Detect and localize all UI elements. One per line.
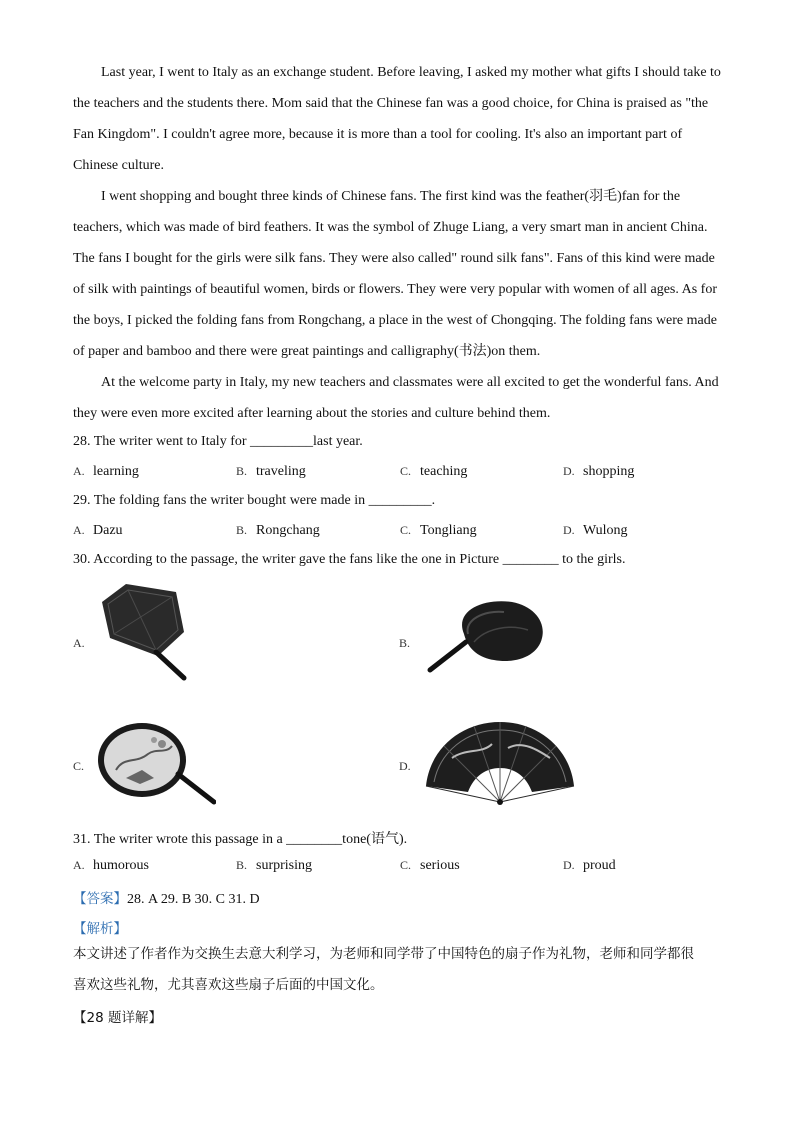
passage-line: they were even more excited after learning about the stories and culture behind them.: [73, 406, 551, 421]
q28-option-a[interactable]: [73, 464, 139, 480]
option-letter: B.: [236, 858, 248, 872]
option-letter: D.: [563, 523, 575, 537]
option-letter: D.: [563, 464, 575, 478]
passage-line: At the welcome party in Italy, my new teachers and classmates were all excited to get the wonderful fans. And: [101, 375, 719, 390]
option-letter: A.: [73, 523, 85, 537]
q29-option-b[interactable]: [236, 523, 320, 539]
option-text: Wulong: [583, 523, 628, 538]
passage-paragraph-1: [73, 57, 733, 181]
answer-label: 【答案】: [73, 891, 127, 907]
passage-paragraph-3: [73, 367, 733, 429]
q31-option-c[interactable]: [400, 858, 460, 874]
option-letter: B.: [236, 464, 248, 478]
q29-option-a[interactable]: [73, 523, 123, 539]
option-letter: C.: [400, 523, 412, 537]
passage-line: the teachers and the students there. Mom said that the Chinese fan was a good choice, for China is praised as "the: [73, 96, 709, 111]
option-text: teaching: [420, 464, 468, 479]
option-text: learning: [93, 464, 139, 479]
option-letter: C.: [400, 464, 412, 478]
passage-line: of paper and bamboo and there were great paintings and calligraphy(书法)on them.: [73, 344, 541, 359]
question-28: 28. The writer went to Italy for _________last year.: [73, 434, 363, 449]
analysis-label: 【解析】: [73, 921, 127, 937]
passage-line: the boys, I picked the folding fans from Rongchang, a place in the west of Chongqing. The folding fans were made: [73, 313, 717, 328]
passage-line: Chinese culture.: [73, 158, 164, 173]
answer-text: 28. A 29. B 30. C 31. D: [127, 892, 260, 907]
q29-option-c[interactable]: [400, 523, 477, 539]
round-silk-fan-icon[interactable]: [96, 720, 216, 806]
passage-line: Fan Kingdom". I couldn't agree more, because it is more than a tool for cooling. It's also an important part of: [73, 127, 683, 142]
picture-c-label[interactable]: C.: [73, 759, 85, 773]
option-letter: C.: [400, 858, 412, 872]
analysis-text: [73, 939, 733, 1001]
option-text: traveling: [256, 464, 306, 479]
q31-option-d[interactable]: [563, 858, 616, 874]
question-30: 30. According to the passage, the writer gave the fans like the one in Picture ________ to the girls.: [73, 552, 626, 567]
answer-line: [73, 887, 260, 908]
option-text: shopping: [583, 464, 635, 479]
option-text: surprising: [256, 858, 312, 873]
option-letter: B.: [236, 523, 248, 537]
q31-option-a[interactable]: [73, 858, 149, 874]
option-letter: A.: [73, 858, 85, 872]
option-text: proud: [583, 858, 616, 873]
q28-option-c[interactable]: [400, 464, 467, 480]
option-text: humorous: [93, 858, 149, 873]
q28-option-b[interactable]: [236, 464, 306, 480]
feather-fan-icon[interactable]: [424, 598, 546, 676]
picture-d-label[interactable]: D.: [399, 759, 411, 773]
passage-line: Last year, I went to Italy as an exchange student. Before leaving, I asked my mother what gifts I should take to: [101, 65, 721, 80]
passage-line: of silk with paintings of beautiful women, birds or flowers. They were very popular with women of all ages. As for: [73, 282, 717, 297]
q31-option-b[interactable]: [236, 858, 312, 874]
analysis-line: 本文讲述了作者作为交换生去意大利学习，为老师和同学带了中国特色的扇子作为礼物，老师和同学都很: [73, 946, 694, 962]
picture-b-label[interactable]: B.: [399, 636, 411, 650]
option-text: serious: [420, 858, 460, 873]
option-letter: A.: [73, 464, 85, 478]
passage-line: I went shopping and bought three kinds of Chinese fans. The first kind was the feather(羽毛)fan for the: [101, 189, 681, 204]
question-29: 29. The folding fans the writer bought were made in _________.: [73, 493, 436, 508]
picture-a-label[interactable]: A.: [73, 636, 85, 650]
option-letter: D.: [563, 858, 575, 872]
passage-line: teachers, which was made of bird feathers. It was the symbol of Zhuge Liang, a very smart man in ancient China.: [73, 220, 708, 235]
pentagon-fan-icon[interactable]: [98, 580, 194, 682]
q28-option-d[interactable]: [563, 464, 634, 480]
analysis-line: 喜欢这些礼物，尤其喜欢这些扇子后面的中国文化。: [73, 977, 384, 993]
passage-paragraph-2: [73, 181, 733, 367]
option-text: Dazu: [93, 523, 123, 538]
question-31: 31. The writer wrote this passage in a ________tone(语气).: [73, 832, 408, 847]
folding-fan-icon[interactable]: [422, 718, 578, 806]
q29-option-d[interactable]: [563, 523, 628, 539]
option-text: Rongchang: [256, 523, 320, 538]
detail-heading: 【28 题详解】: [73, 1010, 162, 1026]
passage-line: The fans I bought for the girls were silk fans. They were also called" round silk fans". Fans of this kind were made: [73, 251, 715, 266]
option-text: Tongliang: [420, 523, 477, 538]
